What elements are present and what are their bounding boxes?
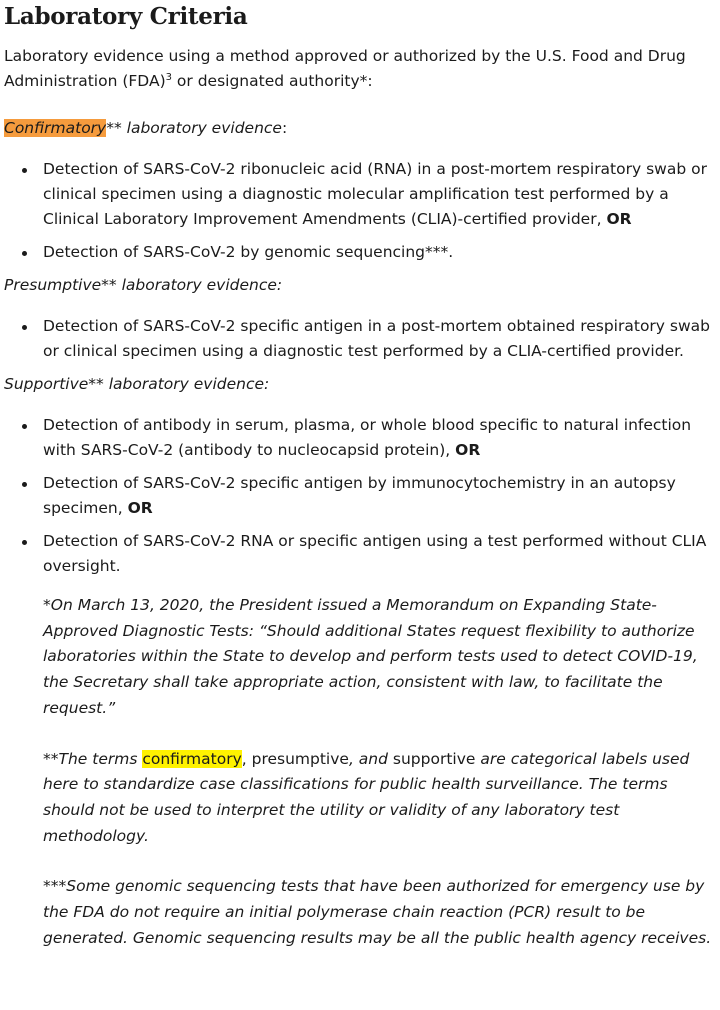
footnote-2-prefix: **The terms (43, 749, 143, 768)
list-item (43, 240, 716, 265)
list-item-text: Detection of SARS-CoV-2 by genomic sequencing***. (43, 243, 454, 261)
presumptive-label: Presumptive** laboratory evidence: (4, 276, 283, 294)
confirmatory-highlight: Confirmatory (4, 119, 107, 137)
confirmatory-label (4, 116, 716, 141)
list-item-bold: OR (606, 210, 632, 228)
list-item-text: Detection of antibody in serum, plasma, or whole blood specific to natural infection with SARS-CoV-2 (antibody to nucleocapsid protein), (43, 416, 692, 459)
presumptive-list (4, 314, 716, 364)
list-item-text: Detection of SARS-CoV-2 specific antigen by immunocytochemistry in an autopsy specimen, (43, 474, 676, 517)
footnotes (4, 593, 719, 951)
supportive-label: Supportive** laboratory evidence: (4, 375, 270, 393)
supportive-term: supportive (392, 749, 476, 768)
intro-text: Laboratory evidence using a method approved or authorized by the U.S. Food and Drug Administration (FDA) (4, 47, 686, 90)
footnote-ref[interactable]: 3 (165, 71, 172, 83)
list-item (43, 157, 716, 232)
footnote-2 (43, 747, 719, 850)
list-item-text: Detection of SARS-CoV-2 RNA or specific antigen using a test performed without CLIA oversight. (43, 532, 707, 575)
intro-tail: or designated authority*: (172, 72, 373, 90)
presumptive-term: , presumptive (241, 749, 349, 768)
footnote-1: *On March 13, 2020, the President issued a Memorandum on Expanding State-Approved Diagnostic Tests: “Should additional States request flexibility to authorize laboratories within the State to develop and perform tests used to detect COVID-19, the Secretary shall take appropriate action, consistent with law, to facilitate the request.” (43, 596, 698, 717)
list-item-text: Detection of SARS-CoV-2 ribonucleic acid (RNA) in a post-mortem respiratory swab or clinical specimen using a diagnostic molecular amplification test performed by a Clinical Laboratory Improvement Amendments (CLIA)-certified provider, (43, 160, 707, 228)
confirmatory-label-rest: ** laboratory evidence (106, 119, 282, 137)
and-word: , and (348, 749, 393, 768)
confirmatory-label-colon: : (281, 119, 288, 137)
list-item (43, 529, 716, 579)
confirmatory-term-highlight: confirmatory (142, 749, 242, 768)
list-item-text: Detection of SARS-CoV-2 specific antigen in a post-mortem obtained respiratory swab or clinical specimen using a diagnostic test performed by a CLIA-certified provider. (43, 317, 710, 360)
intro-paragraph (4, 44, 716, 94)
list-item (43, 413, 716, 463)
confirmatory-list (4, 157, 716, 265)
supportive-list (4, 413, 716, 579)
list-item (43, 314, 716, 364)
section-heading: Laboratory Criteria (4, 3, 248, 30)
footnote-3: ***Some genomic sequencing tests that have been authorized for emergency use by the FDA do not require an initial polymerase chain reaction (PCR) result to be generated. Genomic sequencing results may be all the public health agency receives. (43, 877, 712, 947)
laboratory-criteria-section (4, 0, 716, 976)
list-item-bold: OR (127, 499, 153, 517)
list-item (43, 471, 716, 521)
list-item-bold: OR (455, 441, 481, 459)
footnote-2-tail: are categorical labels used here to standardize case classifications for public health surveillance. The terms should not be used to interpret the utility or validity of any laboratory test methodology. (43, 749, 690, 845)
